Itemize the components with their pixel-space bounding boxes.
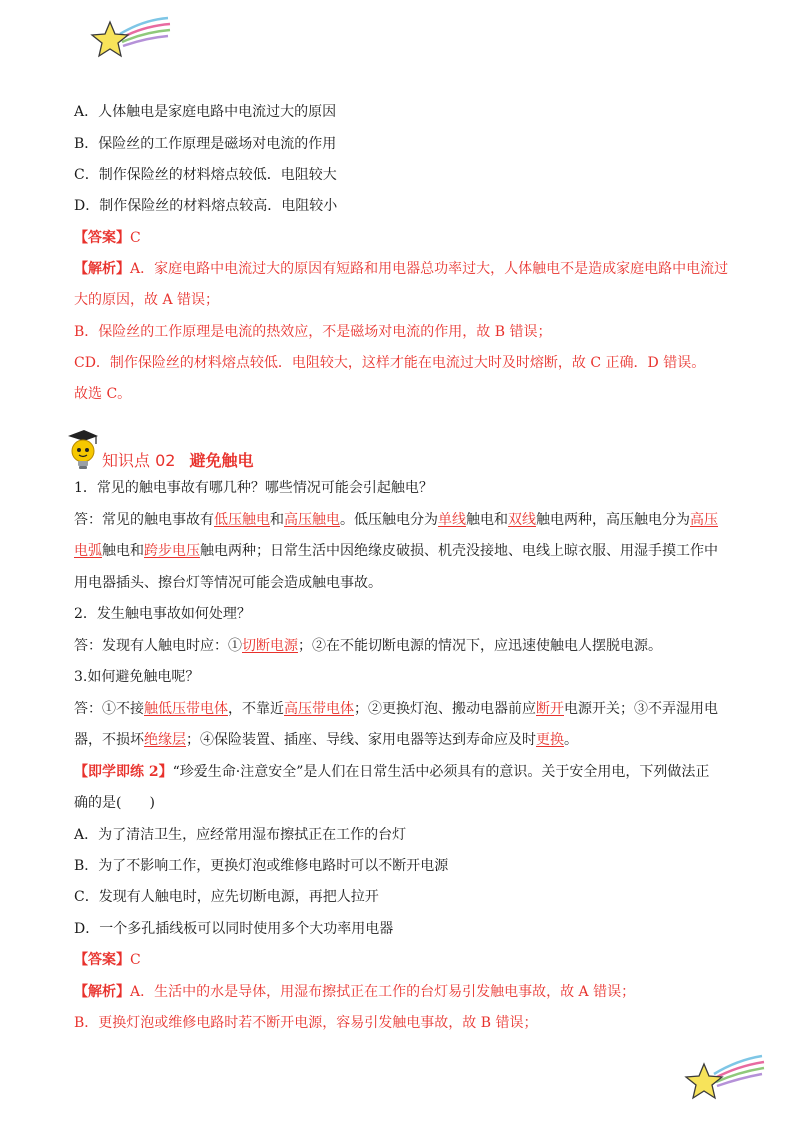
answer-text: 。 [564, 732, 578, 748]
answer-1-line-1 [74, 510, 734, 530]
graduate-lightbulb-icon [62, 428, 100, 470]
shooting-star-icon [682, 1052, 766, 1100]
answer-text: 器，不损坏 [74, 732, 144, 748]
keyword: 断开 [536, 701, 564, 717]
analysis-line-2: 大的原因，故 A 错误； [74, 292, 220, 308]
answer-3-line-1 [74, 699, 734, 719]
answer-tag: 【答案】 [74, 230, 130, 246]
answer-text: ；②更换灯泡、搬动电器前应 [354, 701, 536, 717]
answer-1-line-3: 用电器插头、擦台灯等情况可能会造成触电事故。 [74, 575, 382, 591]
answer-1-line-2 [74, 541, 734, 561]
practice-text: “珍爱生命·注意安全”是人们在日常生活中必须具有的意识。关于安全用电，下列做法正 [172, 764, 710, 780]
practice-question-line-2: 确的是( ) [74, 795, 155, 811]
answer-3-line-2 [74, 730, 734, 750]
analysis-line-1 [74, 259, 734, 279]
practice-tag: 【即学即练 2】 [74, 764, 173, 780]
keyword: 绝缘层 [144, 732, 186, 748]
answer-text: 答：①不接 [74, 701, 144, 717]
keyword: 高压带电体 [284, 701, 354, 717]
keyword: 电弧 [74, 543, 102, 559]
question-1: 1．常见的触电事故有哪几种？哪些情况可能会引起触电？ [74, 480, 433, 496]
keyword: 低压触电 [214, 512, 270, 528]
practice-option-a: A．为了清洁卫生，应经常用湿布擦拭正在工作的台灯 [74, 827, 407, 843]
practice-option-d: D．一个多孔插线板可以同时使用多个大功率用电器 [74, 921, 394, 937]
analysis-tag: 【解析】 [74, 984, 130, 1000]
practice-option-b: B．为了不影响工作，更换灯泡或维修电路时可以不断开电源 [74, 858, 449, 874]
answer-text: 答：常见的触电事故有 [74, 512, 214, 528]
keyword: 高压触电 [284, 512, 340, 528]
section-name: 避免触电 [189, 451, 254, 470]
keyword: 更换 [536, 732, 564, 748]
answer-text: 。低压触电分为 [340, 512, 438, 528]
option-a: A．人体触电是家庭电路中电流过大的原因 [74, 104, 337, 120]
analysis-2-line-1 [74, 982, 734, 1002]
question-3: 3.如何避免触电呢？ [74, 669, 200, 685]
keyword: 触低压带电体 [144, 701, 228, 717]
practice-option-c: C．发现有人触电时，应先切断电源，再把人拉开 [74, 889, 379, 905]
shooting-star-icon [88, 14, 172, 62]
answer-text: 触电和 [102, 543, 144, 559]
answer-value: C [130, 952, 141, 968]
answer-text: 触电两种；日常生活中因绝缘皮破损、机壳没接地、电线上晾衣服、用湿手摸工作中 [200, 543, 718, 559]
answer-value: C [130, 230, 141, 246]
practice-question-line-1 [74, 762, 734, 782]
answer-text: 答：发现有人触电时应：① [74, 638, 242, 654]
answer-text: 和 [270, 512, 284, 528]
answer-text: ；②在不能切断电源的情况下，应迅速使触电人摆脱电源。 [298, 638, 662, 654]
keyword: 双线 [508, 512, 536, 528]
analysis-tag: 【解析】 [74, 261, 130, 277]
answer-text: 电源开关；③不弄湿用电 [564, 701, 718, 717]
analysis-text: A．生活中的水是导体，用湿布擦拭正在工作的台灯易引发触电事故，故 A 错误； [130, 984, 636, 1000]
keyword: 跨步电压 [144, 543, 200, 559]
option-b: B．保险丝的工作原理是磁场对电流的作用 [74, 136, 337, 152]
answer-line-2 [74, 950, 734, 970]
analysis-line-3: B．保险丝的工作原理是电流的热效应，不是磁场对电流的作用，故 B 错误； [74, 324, 552, 340]
analysis-text: A．家庭电路中电流过大的原因有短路和用电器总功率过大，人体触电不是造成家庭电路中电流过 [130, 261, 729, 277]
analysis-line-5: 故选 C。 [74, 386, 132, 402]
section-heading [62, 428, 362, 470]
keyword: 高压 [690, 512, 718, 528]
answer-text: 触电和 [466, 512, 508, 528]
section-label: 知识点 02 [102, 451, 176, 470]
option-c: C．制作保险丝的材料熔点较低．电阻较大 [74, 167, 337, 183]
question-2: 2．发生触电事故如何处理？ [74, 606, 251, 622]
keyword: 单线 [438, 512, 466, 528]
answer-text: ，不靠近 [228, 701, 284, 717]
answer-text: ；④保险装置、插座、导线、家用电器等达到寿命应及时 [186, 732, 536, 748]
section-title [102, 448, 253, 471]
answer-2 [74, 636, 734, 656]
answer-text: 触电两种，高压触电分为 [536, 512, 690, 528]
keyword: 切断电源 [242, 638, 298, 654]
option-d: D．制作保险丝的材料熔点较高．电阻较小 [74, 198, 338, 214]
analysis-line-4: CD．制作保险丝的材料熔点较低．电阻较大，这样才能在电流过大时及时熔断，故 C 正确．D 错误。 [74, 355, 706, 371]
answer-line [74, 228, 734, 248]
analysis-2-line-2: B．更换灯泡或维修电路时若不断开电源，容易引发触电事故，故 B 错误； [74, 1015, 538, 1031]
answer-tag: 【答案】 [74, 952, 130, 968]
